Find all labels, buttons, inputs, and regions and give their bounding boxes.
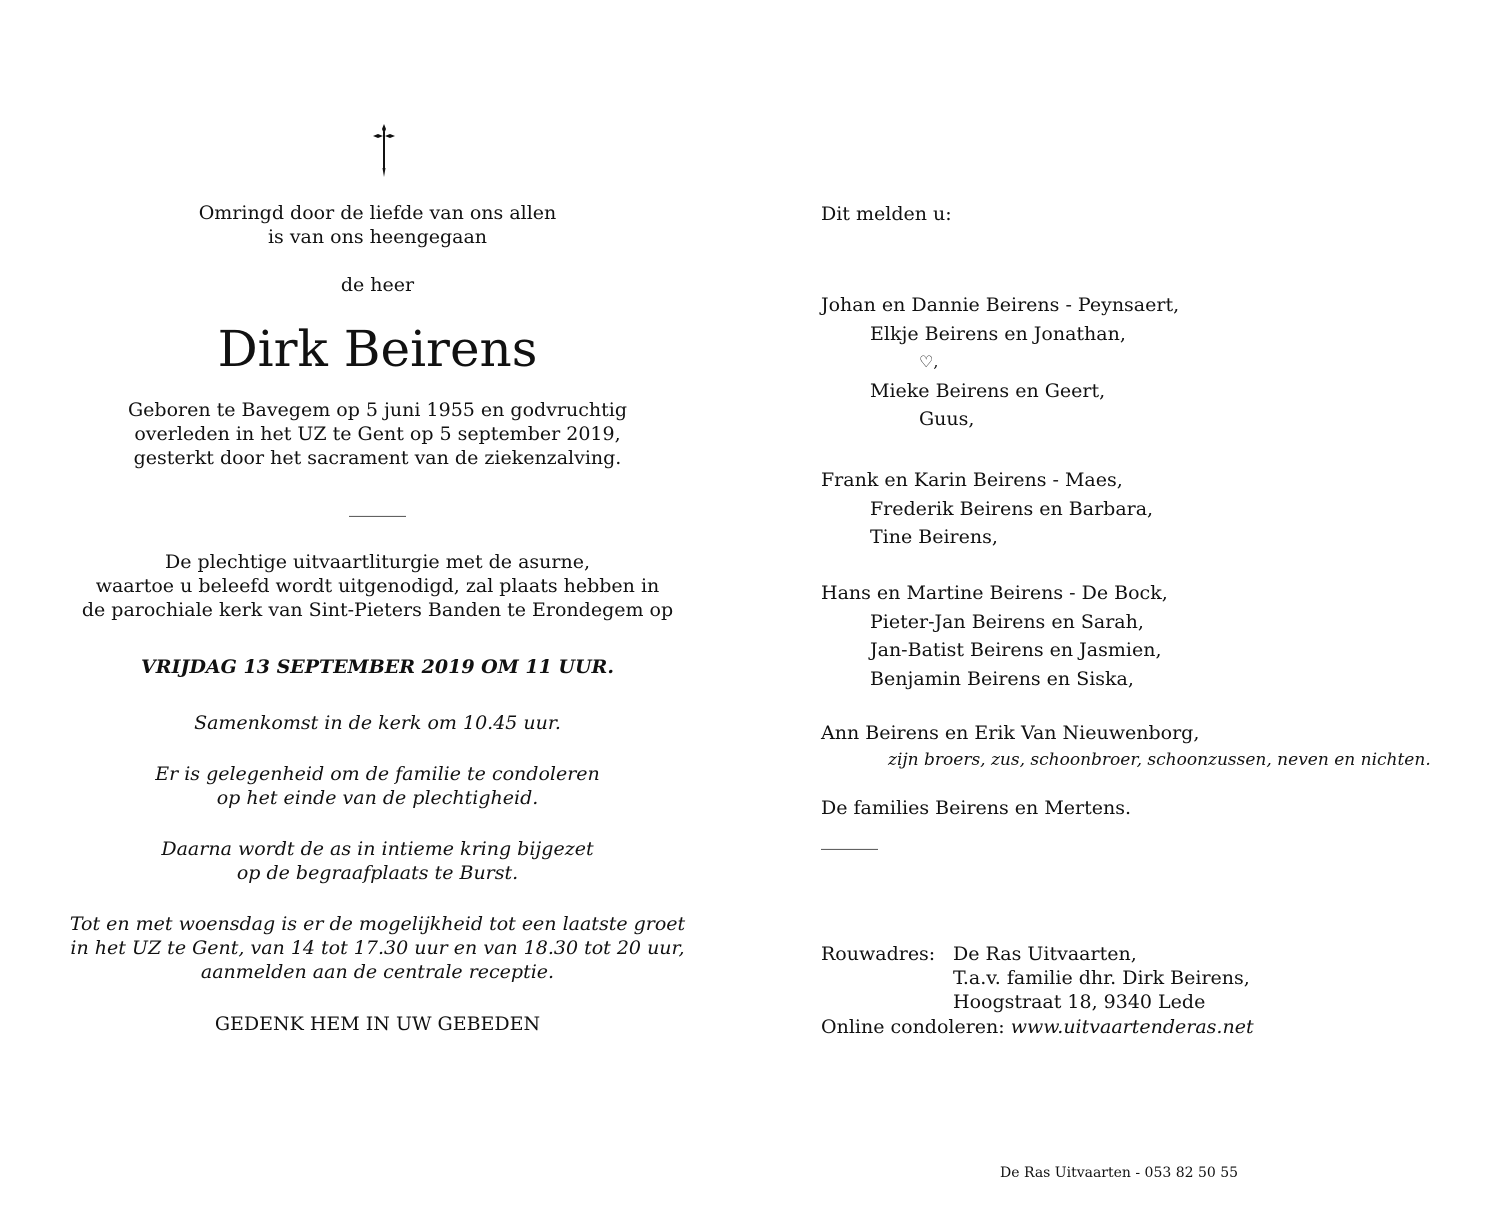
- ceremony-text: [0, 550, 755, 622]
- visit-line: aanmelden aan de centrale receptie.: [200, 961, 555, 983]
- family-group-hans: [821, 579, 1168, 693]
- birth-line: overleden in het UZ te Gent op 5 september 2019,: [134, 423, 621, 445]
- family-line: Frank en Karin Beirens - Maes,: [821, 469, 1123, 491]
- ceremony-line: de parochiale kerk van Sint-Pieters Banden te Erondegem op: [81, 599, 674, 621]
- footer-text: De Ras Uitvaarten - 053 82 50 55: [1000, 1165, 1239, 1181]
- birth-text: [0, 398, 755, 470]
- address-line: T.a.v. familie dhr. Dirk Beirens,: [953, 967, 1250, 989]
- intro-line: Omringd door de liefde van ons allen: [198, 202, 557, 224]
- family-line: Pieter-Jan Beirens en Sarah,: [870, 610, 1144, 633]
- gathering-text: Samenkomst in de kerk om 10.45 uur.: [194, 712, 561, 734]
- family-line: Elkje Beirens en Jonathan,: [870, 322, 1126, 345]
- address-label: Rouwadres:: [821, 943, 936, 965]
- online-label: Online condoleren:: [821, 1016, 1005, 1038]
- visit-text: [0, 912, 755, 984]
- family-line: Frederik Beirens en Barbara,: [870, 497, 1154, 520]
- family-line: Johan en Dannie Beirens - Peynsaert,: [821, 294, 1180, 316]
- address-line: Hoogstraat 18, 9340 Lede: [953, 991, 1206, 1013]
- title-text: de heer: [340, 274, 415, 296]
- address-block: [953, 942, 1250, 1014]
- family-line: Benjamin Beirens en Siska,: [870, 667, 1134, 690]
- condolence-line: Er is gelegenheid om de familie te condoleren: [155, 763, 600, 785]
- right-separator: ______: [821, 828, 878, 850]
- burial-line: op de begraafplaats te Burst.: [236, 862, 519, 884]
- ceremony-date: VRIJDAG 13 SEPTEMBER 2019 OM 11 UUR.: [141, 656, 614, 678]
- relation-text: zijn broers, zus, schoonbroer, schoonzussen, neven en nichten.: [888, 750, 1431, 770]
- family-line: Jan-Batist Beirens en Jasmien,: [870, 639, 1162, 661]
- family-group-johan: [821, 291, 1179, 434]
- deceased-name: Dirk Beirens: [217, 320, 538, 378]
- family-group-ann: Ann Beirens en Erik Van Nieuwenborg,: [821, 722, 1200, 744]
- family-line: Hans en Martine Beirens - De Bock,: [821, 582, 1168, 604]
- left-separator: ______: [349, 495, 406, 517]
- birth-line: gesterkt door het sacrament van de ziekenzalving.: [133, 447, 622, 469]
- condolence-line: op het einde van de plechtigheid.: [216, 787, 539, 809]
- cross-icon: [369, 124, 399, 178]
- family-line: Mieke Beirens en Geert,: [870, 379, 1106, 402]
- condolence-text: [0, 762, 755, 810]
- birth-line: Geboren te Bavegem op 5 juni 1955 en godvruchtig: [127, 399, 627, 421]
- burial-line: Daarna wordt de as in intieme kring bijgezet: [161, 838, 594, 860]
- ceremony-line: waartoe u beleefd wordt uitgenodigd, zal plaats hebben in: [95, 575, 660, 597]
- closing-text: GEDENK HEM IN UW GEBEDEN: [214, 1013, 541, 1035]
- family-group-frank: [821, 466, 1153, 552]
- visit-line: in het UZ te Gent, van 14 tot 17.30 uur en van 18.30 tot 20 uur,: [70, 937, 685, 959]
- family-line: Tine Beirens,: [870, 526, 998, 548]
- burial-text: [0, 837, 755, 885]
- ceremony-line: De plechtige uitvaartliturgie met de asurne,: [164, 551, 591, 573]
- family-line: Guus,: [919, 408, 975, 430]
- announcement-header: Dit melden u:: [821, 203, 952, 225]
- online-condolence: [821, 1015, 1254, 1039]
- address-line: De Ras Uitvaarten,: [953, 943, 1137, 965]
- intro-line: is van ons heengegaan: [267, 226, 488, 248]
- online-url-link[interactable]: www.uitvaartenderas.net: [1010, 1016, 1254, 1038]
- heart-line: ♡,: [919, 352, 939, 371]
- families-text: De families Beirens en Mertens.: [821, 797, 1132, 819]
- intro: [0, 201, 755, 249]
- visit-line: Tot en met woensdag is er de mogelijkheid tot een laatste groet: [69, 913, 686, 935]
